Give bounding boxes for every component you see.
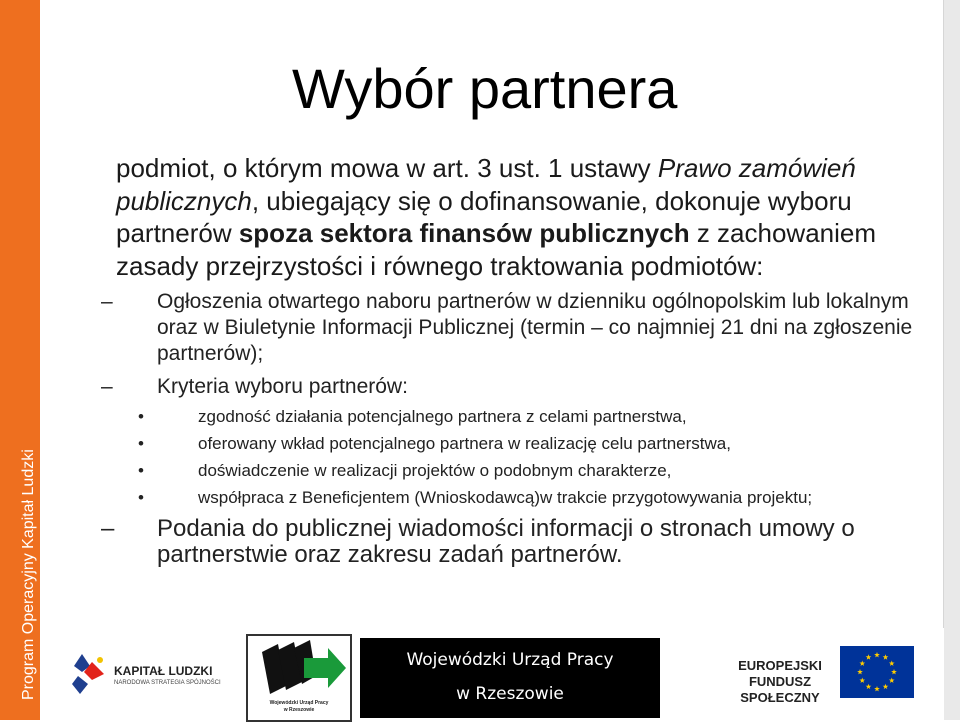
kapital-ludzki-name: KAPITAŁ LUDZKI xyxy=(114,664,213,678)
kapital-ludzki-logo xyxy=(72,648,222,698)
dash-marker: – xyxy=(101,290,113,313)
office-name-line1: Wojewódzki Urząd Pracy xyxy=(406,650,614,670)
criteria-item xyxy=(116,489,916,508)
intro-law-name: Prawo zamówień publicznych xyxy=(116,153,856,216)
eu-flag-icon xyxy=(840,646,914,698)
intro-text-3: z zachowaniem zasady przejrzystości i równego traktowania podmiotów: xyxy=(116,218,877,281)
list-item-criteria xyxy=(101,374,916,400)
wup-caption-line2: w Rzeszowie xyxy=(283,707,315,713)
bullet-marker: • xyxy=(138,488,144,507)
wup-rzeszow-logo xyxy=(246,634,352,722)
slide-body xyxy=(101,152,916,568)
slide-title: Wybór partnera xyxy=(292,57,678,120)
dash-marker: – xyxy=(101,515,115,542)
list-item-text: Kryteria wyboru partnerów: xyxy=(157,375,408,398)
intro-text-1: podmiot, o którym mowa w art. 3 ust. 1 ustawy xyxy=(116,153,658,183)
criteria-text: doświadczenie w realizacji projektów o podobnym charakterze, xyxy=(198,461,672,480)
criteria-text: zgodność działania potencjalnego partnera z celami partnerstwa, xyxy=(198,407,687,426)
intro-paragraph xyxy=(116,152,916,282)
bullet-marker: • xyxy=(138,434,144,453)
office-name-line2: w Rzeszowie xyxy=(456,684,564,704)
wup-logo-caption xyxy=(248,700,350,714)
bullet-marker: • xyxy=(138,407,144,426)
criteria-list xyxy=(116,408,916,508)
criteria-item xyxy=(116,408,916,427)
program-name: Program Operacyjny Kapitał Ludzki xyxy=(20,449,37,700)
wup-emblem-icon xyxy=(248,636,350,700)
eu-fund-line2: FUNDUSZ SPOŁECZNY xyxy=(740,674,820,705)
right-edge-strip xyxy=(943,0,960,720)
bullet-marker: • xyxy=(138,461,144,480)
intro-emphasis: spoza sektora finansów publicznych xyxy=(238,218,690,248)
eu-fund-line1: EUROPEJSKI xyxy=(738,658,822,673)
intro-text-2: , ubiegający się o dofinansowanie, dokonuje wyboru partnerów xyxy=(116,185,852,248)
office-name-banner xyxy=(360,638,660,718)
dash-marker: – xyxy=(101,375,113,398)
criteria-text: oferowany wkład potencjalnego partnera w realizację celu partnerstwa, xyxy=(198,434,731,453)
list-item-text: Podania do publicznej wiadomości informacji o stronach umowy o partnerstwie oraz zakresu zadań partnerów. xyxy=(157,515,855,568)
list-item-announcement xyxy=(101,289,916,367)
kapital-ludzki-subtitle: NARODOWA STRATEGIA SPÓJNOŚCI xyxy=(114,680,221,686)
logo-footer xyxy=(40,628,944,720)
criteria-text: współpraca z Beneficjentem (Wnioskodawcą)w trakcie przygotowywania projektu; xyxy=(198,488,813,507)
eu-fund-label xyxy=(730,658,830,706)
criteria-item xyxy=(116,435,916,454)
list-item-text: Ogłoszenia otwartego naboru partnerów w dzienniku ogólnopolskim lub lokalnym oraz w Biuletynie Informacji Publicznej (termin – co najmniej 21 dni na zgłoszenie partnerów); xyxy=(157,290,913,365)
wup-caption-line1: Wojewódzki Urząd Pracy xyxy=(269,700,329,706)
kapital-ludzki-emblem-icon xyxy=(72,652,108,696)
sidebar-band xyxy=(0,0,40,720)
criteria-item xyxy=(116,462,916,481)
list-item-publication xyxy=(101,515,916,568)
